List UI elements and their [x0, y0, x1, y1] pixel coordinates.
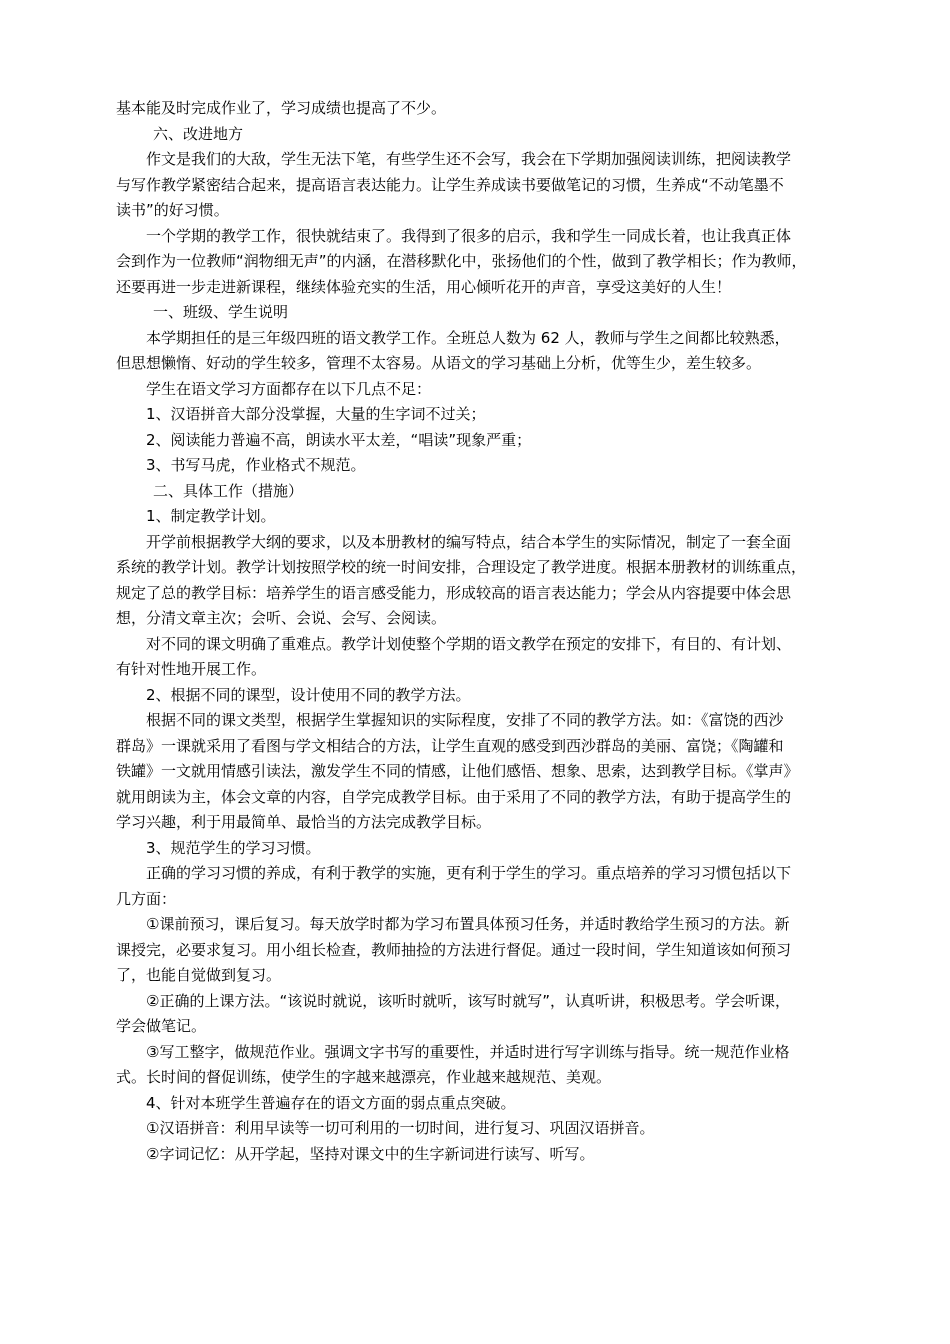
text-line: 一个学期的教学工作，很快就结束了。我得到了很多的启示，我和学生一同成长着，也让我真正体 — [146, 226, 792, 245]
text-line: 一、班级、学生说明 — [153, 303, 289, 321]
text-line: 学习兴趣，利于用最简单、最恰当的方法完成教学目标。 — [116, 813, 492, 831]
text-line: ②字词记忆：从开学起，坚持对课文中的生字新词进行读写、听写。 — [146, 1144, 595, 1163]
text-line: 与写作教学紧密结合起来，提高语言表达能力。让学生养成读书要做笔记的习惯，生养成“不动笔墨不 — [116, 175, 784, 194]
text-line: 基本能及时完成作业了，学习成绩也提高了不少。 — [116, 99, 447, 117]
text-line: ②正确的上课方法。“该说时就说，该听时就听，该写时就写”，认真听讲，积极思考。学会听课， — [146, 991, 790, 1010]
text-line: 课授完，必要求复习。用小组长检查，教师抽捡的方法进行督促。通过一段时间，学生知道该如何预习 — [116, 940, 792, 959]
text-line: 2、阅读能力普遍不高，朗读水平太差，“唱读”现象严重； — [146, 430, 532, 449]
text-line: 但思想懒惰、好动的学生较多，管理不太容易。从语文的学习基础上分析，优等生少，差生较多。 — [116, 354, 762, 372]
text-line: 学生在语文学习方面都存在以下几点不足： — [146, 379, 432, 398]
text-line: 就用朗读为主，体会文章的内容，自学完成教学目标。由于采用了不同的教学方法，有助于提高学生的 — [116, 787, 792, 806]
text-line: 1、汉语拼音大部分没掌握，大量的生字词不过关； — [146, 405, 486, 423]
text-line: 对不同的课文明确了重难点。教学计划使整个学期的语文教学在预定的安排下，有目的、有计划、 — [146, 634, 792, 653]
text-line: 学会做笔记。 — [116, 1017, 207, 1035]
text-line: 4、针对本班学生普遍存在的语文方面的弱点重点突破。 — [146, 1093, 516, 1112]
text-line: 二、具体工作（措施） — [153, 481, 304, 500]
text-line: 开学前根据教学大纲的要求，以及本册教材的编写特点，结合本学生的实际情况，制定了一套全面 — [146, 532, 792, 551]
text-line: 读书”的好习惯。 — [116, 201, 229, 219]
text-line: 了，也能自觉做到复习。 — [116, 966, 282, 984]
text-line: ③写工整字，做规范作业。强调文字书写的重要性，并适时进行写字训练与指导。统一规范作业格 — [146, 1042, 790, 1061]
text-line: 群岛》一课就采用了看图与学文相结合的方法，让学生直观的感受到西沙群岛的美丽、富饶；《陶罐和 — [116, 736, 784, 755]
text-line: 六、改进地方 — [153, 124, 244, 143]
text-line: 作文是我们的大敌，学生无法下笔，有些学生还不会写，我会在下学期加强阅读训练，把阅读教学 — [146, 150, 792, 168]
text-line: 想，分清文章主次；会听、会说、会写、会阅读。 — [116, 609, 447, 627]
text-line: 正确的学习习惯的养成，有利于教学的实施，更有利于学生的学习。重点培养的学习习惯包括以下 — [146, 864, 792, 882]
text-line: 还要再进一步走进新课程，继续体验充实的生活，用心倾听花开的声音，享受这美好的人生！ — [116, 277, 732, 296]
text-line: ①汉语拼音：利用早读等一切可利用的一切时间，进行复习、巩固汉语拼音。 — [146, 1119, 655, 1137]
text-line: 规定了总的教学目标：培养学生的语言感受能力，形成较高的语言表达能力；学会从内容提要中体会思 — [116, 583, 792, 602]
text-line: 系统的教学计划。教学计划按照学校的统一时间安排，合理设定了教学进度。根据本册教材的训练重点， — [116, 558, 807, 576]
document-page — [116, 96, 844, 1167]
text-line: 2、根据不同的课型，设计使用不同的教学方法。 — [146, 685, 471, 704]
text-line: 本学期担任的是三年级四班的语文教学工作。全班总人数为 62 人，教师与学生之间都比较熟悉， — [146, 328, 790, 347]
text-line: ①课前预习，课后复习。每天放学时都为学习布置具体预习任务，并适时教给学生预习的方法。新 — [146, 915, 790, 933]
text-line: 几方面： — [116, 889, 177, 908]
text-line: 1、制定教学计划。 — [146, 507, 276, 525]
text-line: 3、规范学生的学习习惯。 — [146, 838, 321, 857]
text-line: 有针对性地开展工作。 — [116, 660, 267, 678]
text-line: 铁罐》一文就用情感引读法，激发学生不同的情感，让他们感悟、想象、思索，达到教学目标。《掌声》 — [116, 762, 799, 780]
text-line: 根据不同的课文类型，根据学生掌握知识的实际程度，安排了不同的教学方法。如：《富饶的西沙 — [146, 711, 784, 729]
text-line: 会到作为一位教师“润物细无声”的内涵，在潜移默化中，张扬他们的个性，做到了教学相长；作为教师， — [116, 252, 807, 270]
text-line: 式。长时间的督促训练，使学生的字越来越漂亮，作业越来越规范、美观。 — [116, 1068, 612, 1086]
text-line: 3、书写马虎，作业格式不规范。 — [146, 456, 366, 474]
